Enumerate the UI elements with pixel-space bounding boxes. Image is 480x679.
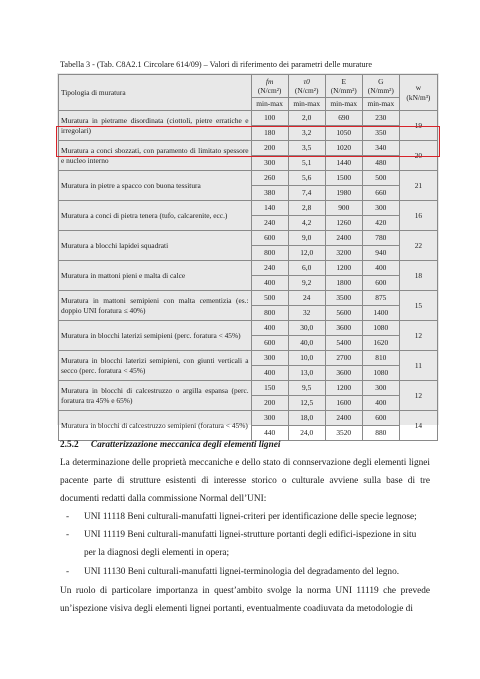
cell-fm-min: 200 [251, 141, 288, 156]
cell-tau-min: 2,8 [288, 201, 325, 216]
cell-fm-min: 500 [251, 291, 288, 306]
cell-G-max: 600 [362, 276, 399, 291]
cell-tau-max: 12,0 [288, 246, 325, 261]
cell-G-max: 350 [362, 126, 399, 141]
cell-E-max: 1980 [325, 186, 362, 201]
cell-w: 12 [399, 381, 437, 411]
cell-E-min: 690 [325, 111, 362, 126]
cell-tau-max: 40,0 [288, 336, 325, 351]
cell-fm-min: 100 [251, 111, 288, 126]
cell-G-max: 880 [362, 426, 399, 441]
cell-fm-max: 400 [251, 366, 288, 381]
cell-typology: Muratura in blocchi laterizi semipieni (perc. foratura < 45%) [59, 321, 252, 351]
cell-E-max: 3600 [325, 366, 362, 381]
table-row [59, 381, 438, 396]
cell-E-min: 1200 [325, 381, 362, 396]
cell-E-min: 3600 [325, 321, 362, 336]
cell-E-min: 1020 [325, 141, 362, 156]
cell-E-max: 3520 [325, 426, 362, 441]
uni-standards-list [60, 508, 430, 581]
cell-w: 19 [399, 111, 437, 141]
cell-fm-max: 800 [251, 246, 288, 261]
header-w: w (kN/m³) [399, 75, 437, 111]
list-item: - UNI 11118 Beni culturali-manufatti lignei-criteri per identificazione delle specie legnose; [60, 508, 430, 526]
cell-tau-min: 5,6 [288, 171, 325, 186]
cell-E-max: 1050 [325, 126, 362, 141]
cell-tau-max: 13,0 [288, 366, 325, 381]
cell-G-max: 1400 [362, 306, 399, 321]
cell-fm-max: 300 [251, 156, 288, 171]
cell-typology: Muratura a conci sbozzati, con paramento di limitato spessore e nucleo interno [59, 141, 252, 171]
cell-fm-min: 600 [251, 231, 288, 246]
cell-fm-min: 400 [251, 321, 288, 336]
table-row [59, 261, 438, 276]
paragraph-intro: La determinazione delle proprietà meccaniche e dello stato di connservazione degli elementi lignei pacente parte di strutture esistenti di interesse storico o culturale avviene sulla base di tre documenti redatti dalla commissione Normal dell’UNI: [60, 458, 430, 505]
cell-G-max: 1620 [362, 336, 399, 351]
section-number: 2.5.2 [60, 440, 79, 450]
cell-E-min: 2400 [325, 411, 362, 426]
cell-tau-min: 18,0 [288, 411, 325, 426]
cell-tau-max: 32 [288, 306, 325, 321]
cell-G-min: 400 [362, 261, 399, 276]
cell-E-max: 3200 [325, 246, 362, 261]
paragraph-uni11119: Un ruolo di particolare importanza in quest’ambito svolge la norma UNI 11119 che prevede un’ispezione visiva degli elementi lignei portanti, eventualmente coadiuvata da metodologie di [60, 586, 430, 615]
cell-tau-max: 5,1 [288, 156, 325, 171]
cell-G-max: 940 [362, 246, 399, 261]
table-caption: Tabella 3 - (Tab. C8A2.1 Circolare 614/09) – Valori di riferimento dei parametri delle murature [60, 60, 372, 69]
subheader-minmax: min-max [362, 98, 399, 111]
cell-w: 16 [399, 201, 437, 231]
cell-E-min: 900 [325, 201, 362, 216]
subheader-minmax: min-max [325, 98, 362, 111]
masonry-parameters-table [58, 74, 438, 441]
cell-G-min: 810 [362, 351, 399, 366]
header-G: G (N/mm²) [362, 75, 399, 98]
cell-fm-max: 400 [251, 276, 288, 291]
table-row [59, 291, 438, 306]
header-tau: τ0 (N/cm²) [288, 75, 325, 98]
cell-E-min: 1500 [325, 171, 362, 186]
cell-G-min: 340 [362, 141, 399, 156]
subheader-minmax: min-max [288, 98, 325, 111]
cell-w: 22 [399, 231, 437, 261]
cell-w: 14 [399, 411, 437, 441]
cell-typology: Muratura a conci di pietra tenera (tufo, calcarenite, ecc.) [59, 201, 252, 231]
cell-E-max: 1440 [325, 156, 362, 171]
cell-fm-max: 180 [251, 126, 288, 141]
cell-G-max: 400 [362, 396, 399, 411]
cell-fm-max: 240 [251, 216, 288, 231]
list-item: - UNI 11130 Beni culturali-manufatti lignei-terminologia del degradamento del legno. [60, 563, 430, 581]
cell-fm-max: 800 [251, 306, 288, 321]
cell-tau-min: 10,0 [288, 351, 325, 366]
table-row [59, 411, 438, 426]
cell-tau-max: 4,2 [288, 216, 325, 231]
cell-typology: Muratura in pietre a spacco con buona tessitura [59, 171, 252, 201]
list-dash: - [66, 530, 70, 541]
table-header-row [59, 75, 438, 98]
cell-fm-min: 150 [251, 381, 288, 396]
cell-tau-max: 7,4 [288, 186, 325, 201]
header-fm: fm (N/cm²) [251, 75, 288, 98]
cell-w: 21 [399, 171, 437, 201]
table-row [59, 201, 438, 216]
cell-fm-min: 140 [251, 201, 288, 216]
cell-G-min: 500 [362, 171, 399, 186]
cell-G-min: 875 [362, 291, 399, 306]
cell-tau-min: 24 [288, 291, 325, 306]
table-row [59, 231, 438, 246]
cell-typology: Muratura in pietrame disordinata (ciottoli, pietre erratiche e irregolari) [59, 111, 252, 141]
cell-tau-min: 3,5 [288, 141, 325, 156]
cell-E-max: 5400 [325, 336, 362, 351]
table-row [59, 171, 438, 186]
cell-w: 11 [399, 351, 437, 381]
cell-E-max: 1260 [325, 216, 362, 231]
cell-typology: Muratura a blocchi lapidei squadrati [59, 231, 252, 261]
cell-G-min: 780 [362, 231, 399, 246]
cell-G-max: 480 [362, 156, 399, 171]
cell-typology: Muratura in blocchi laterizi semipieni, con giunti verticali a secco (perc. foratura < 45%) [59, 351, 252, 381]
masonry-parameters-table-image [57, 73, 439, 438]
cell-tau-max: 24,0 [288, 426, 325, 441]
cell-tau-min: 9,5 [288, 381, 325, 396]
cell-fm-max: 200 [251, 396, 288, 411]
cell-E-max: 1600 [325, 396, 362, 411]
subheader-minmax: min-max [251, 98, 288, 111]
cell-E-min: 3500 [325, 291, 362, 306]
table-row [59, 321, 438, 336]
cell-typology: Muratura in mattoni pieni e malta di calce [59, 261, 252, 291]
cell-tau-min: 30,0 [288, 321, 325, 336]
list-item: - UNI 11119 Beni culturali-manufatti lignei-strutture portanti degli edifici-ispezione in situ per la diagnosi degli elementi in opera; [60, 526, 430, 562]
cell-tau-max: 9,2 [288, 276, 325, 291]
cell-tau-max: 12,5 [288, 396, 325, 411]
cell-w: 20 [399, 141, 437, 171]
cell-E-max: 1800 [325, 276, 362, 291]
cell-tau-min: 9,0 [288, 231, 325, 246]
cell-fm-max: 600 [251, 336, 288, 351]
cell-E-max: 5600 [325, 306, 362, 321]
section-title: Caratterizzazione meccanica degli elementi lignei [90, 440, 281, 450]
cell-w: 12 [399, 321, 437, 351]
cell-w: 18 [399, 261, 437, 291]
cell-G-min: 230 [362, 111, 399, 126]
cell-E-min: 2400 [325, 231, 362, 246]
cell-fm-max: 440 [251, 426, 288, 441]
list-dash: - [66, 566, 70, 577]
cell-G-max: 420 [362, 216, 399, 231]
cell-fm-min: 300 [251, 351, 288, 366]
cell-E-min: 1200 [325, 261, 362, 276]
cell-G-max: 1080 [362, 366, 399, 381]
cell-fm-min: 240 [251, 261, 288, 276]
cell-G-min: 1080 [362, 321, 399, 336]
cell-fm-min: 300 [251, 411, 288, 426]
cell-E-min: 2700 [325, 351, 362, 366]
cell-typology: Muratura in mattoni semipieni con malta cementizia (es.: doppio UNI foratura ≤ 40%) [59, 291, 252, 321]
cell-G-min: 300 [362, 381, 399, 396]
table-row [59, 141, 438, 156]
cell-typology: Muratura in blocchi di calcestruzzo semipieni (foratura < 45%) [59, 411, 252, 441]
cell-w: 15 [399, 291, 437, 321]
cell-fm-max: 380 [251, 186, 288, 201]
cell-G-min: 300 [362, 201, 399, 216]
header-typology: Tipologia di muratura [59, 75, 252, 111]
header-E: E (N/mm²) [325, 75, 362, 98]
cell-tau-min: 6,0 [288, 261, 325, 276]
cell-typology: Muratura in blocchi di calcestruzzo o argilla espansa (perc. foratura tra 45% e 65%) [59, 381, 252, 411]
table-row [59, 351, 438, 366]
cell-tau-min: 2,0 [288, 111, 325, 126]
table-row [59, 111, 438, 126]
section-heading [60, 440, 280, 450]
cell-G-max: 660 [362, 186, 399, 201]
cell-G-min: 600 [362, 411, 399, 426]
cell-tau-max: 3,2 [288, 126, 325, 141]
list-dash: - [66, 512, 70, 522]
cell-fm-min: 260 [251, 171, 288, 186]
